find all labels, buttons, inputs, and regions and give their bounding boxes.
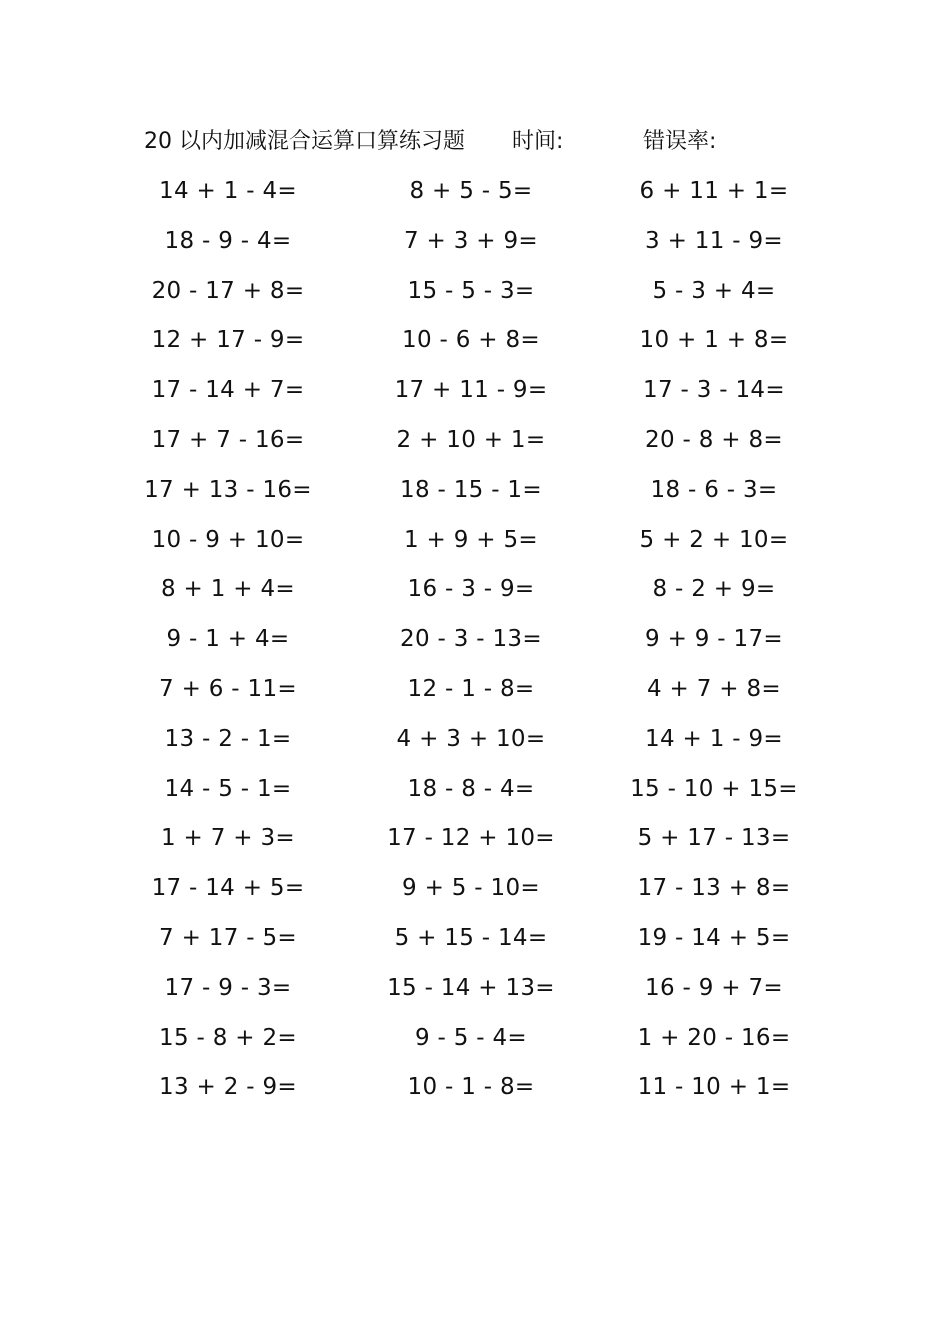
math-problem: 8 + 5 - 5= <box>409 178 533 204</box>
math-problem: 10 + 1 + 8= <box>639 327 789 354</box>
worksheet-header <box>0 124 950 160</box>
math-problem: 18 - 6 - 3= <box>650 476 778 503</box>
math-problem: 5 + 15 - 14= <box>394 924 548 951</box>
math-problem: 9 + 5 - 10= <box>402 875 540 902</box>
math-problem: 17 - 12 + 10= <box>387 825 555 852</box>
math-problem: 17 - 14 + 7= <box>151 377 305 404</box>
math-problem: 1 + 9 + 5= <box>404 526 538 553</box>
math-problem: 8 - 2 + 9= <box>652 576 776 603</box>
math-problem: 17 - 9 - 3= <box>164 974 292 1001</box>
math-problem: 18 - 15 - 1= <box>400 476 542 503</box>
math-problem: 2 + 10 + 1= <box>396 426 546 453</box>
math-problem: 1 + 7 + 3= <box>161 825 295 852</box>
math-problem: 18 - 8 - 4= <box>407 775 535 802</box>
math-problem: 15 - 5 - 3= <box>407 277 535 304</box>
math-problem: 9 + 9 - 17= <box>645 626 783 653</box>
math-problem: 7 + 6 - 11= <box>159 675 297 702</box>
math-problem: 17 - 13 + 8= <box>637 875 791 902</box>
math-problem: 6 + 11 + 1= <box>639 178 789 204</box>
math-problem: 9 - 5 - 4= <box>414 1024 527 1051</box>
error-rate-label: 错误率: <box>643 129 717 154</box>
math-problem: 13 - 2 - 1= <box>164 725 292 752</box>
math-problem: 18 - 9 - 4= <box>164 227 292 254</box>
math-problem: 15 - 8 + 2= <box>159 1024 297 1051</box>
problem-column-2 <box>351 171 591 1117</box>
math-problem: 4 + 7 + 8= <box>647 675 781 702</box>
math-problem: 14 - 5 - 1= <box>164 775 292 802</box>
math-problem: 5 + 17 - 13= <box>637 825 791 852</box>
math-problem: 3 + 11 - 9= <box>645 227 783 254</box>
math-problem: 12 + 17 - 9= <box>151 327 305 354</box>
math-problem: 20 - 17 + 8= <box>151 277 305 304</box>
math-problem: 14 + 1 - 4= <box>159 178 297 204</box>
time-label: 时间: <box>512 129 564 154</box>
math-problem: 15 - 14 + 13= <box>387 974 555 1001</box>
math-problem: 10 - 9 + 10= <box>151 526 305 553</box>
math-problem: 4 + 3 + 10= <box>396 725 546 752</box>
math-problem: 10 - 1 - 8= <box>407 1074 535 1101</box>
math-problem: 17 + 7 - 16= <box>151 426 305 453</box>
math-problem: 16 - 9 + 7= <box>645 974 783 1001</box>
math-problem: 8 + 1 + 4= <box>161 576 295 603</box>
math-problem: 17 + 11 - 9= <box>394 377 548 404</box>
math-problem: 17 + 13 - 16= <box>144 476 312 503</box>
math-problem: 5 + 2 + 10= <box>639 526 789 553</box>
math-problem: 7 + 3 + 9= <box>404 227 538 254</box>
math-problem: 12 - 1 - 8= <box>407 675 535 702</box>
math-problem: 19 - 14 + 5= <box>637 924 791 951</box>
math-problem: 1 + 20 - 16= <box>637 1024 791 1051</box>
math-problem: 10 - 6 + 8= <box>402 327 540 354</box>
math-problem: 13 + 2 - 9= <box>159 1074 297 1101</box>
worksheet-title: 20 以内加减混合运算口算练习题 <box>144 129 465 154</box>
problem-column-1 <box>108 171 348 1117</box>
math-problem: 5 - 3 + 4= <box>652 277 776 304</box>
math-problem: 20 - 8 + 8= <box>645 426 783 453</box>
math-problem: 11 - 10 + 1= <box>637 1074 791 1101</box>
math-problem: 7 + 17 - 5= <box>159 924 297 951</box>
math-problem: 17 - 14 + 5= <box>151 875 305 902</box>
math-problem: 20 - 3 - 13= <box>400 626 542 653</box>
math-problem: 15 - 10 + 15= <box>630 775 798 802</box>
math-problem: 9 - 1 + 4= <box>166 626 290 653</box>
problem-column-3 <box>594 171 834 1117</box>
math-problem: 14 + 1 - 9= <box>645 725 783 752</box>
math-problem: 17 - 3 - 14= <box>643 377 785 404</box>
math-problem: 16 - 3 - 9= <box>407 576 535 603</box>
